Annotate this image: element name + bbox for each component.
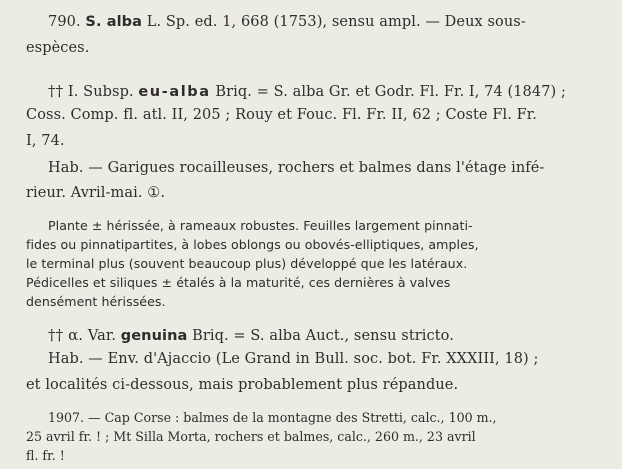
description-line [0, 256, 622, 271]
var-alpha-line-1 [0, 326, 622, 344]
habitat-text-end: rieur. Avril-mai. ①. [26, 185, 166, 201]
description-line [0, 294, 622, 309]
entry-citation-end: espèces. [26, 40, 90, 56]
subsp-1-line-1 [0, 82, 622, 100]
description-text: le terminal plus (souvent beaucoup plus) développé que les latéraux. [26, 256, 468, 271]
variety-label: Var. [87, 328, 117, 344]
entry-citation: L. Sp. ed. 1, 668 (1753), sensu ampl. — Deux sous- [146, 14, 526, 30]
description-text: Pédicelles et siliques ± étalés à la maturité, ces dernières à valves [26, 275, 451, 290]
subsp-label: I. Subsp. [67, 84, 134, 100]
subsp-synonymy: Briq. = S. alba Gr. et Godr. Fl. Fr. I, 74 (1847) ; [215, 84, 566, 100]
subsp-references: Coss. Comp. fl. atl. II, 205 ; Rouy et Fouc. Fl. Fr. II, 62 ; Coste Fl. Fr. [26, 107, 537, 123]
record-text: 1907. — Cap Corse : balmes de la montagne des Stretti, calc., 100 m., [48, 410, 497, 425]
subsp-1-line-3 [0, 133, 622, 149]
description-line [0, 237, 622, 252]
variety-synonymy: Briq. = S. alba Auct., sensu stricto. [192, 328, 454, 344]
description-text: fides ou pinnatipartites, à lobes oblongs ou obovés-elliptiques, amples, [26, 237, 479, 252]
record-text: 25 avril fr. ! ; Mt Silla Morta, rochers et balmes, calc., 260 m., 23 avril [26, 429, 476, 444]
variety-habitat-end: et localités ci-dessous, mais probablement plus répandue. [26, 377, 459, 393]
description-line [0, 275, 622, 290]
subsp-1-habitat-2 [0, 185, 622, 201]
entry-number: 790. [48, 14, 81, 30]
record-text: fl. fr. ! [26, 448, 65, 463]
subsp-references-end: I, 74. [26, 133, 65, 149]
record-line [0, 448, 622, 463]
species-name: S. alba [85, 14, 143, 30]
subsp-name: eu-alba [138, 84, 211, 100]
var-alpha-habitat-1 [0, 351, 622, 367]
entry-790-line-1 [0, 14, 622, 30]
habitat-text: Hab. — Garigues rocailleuses, rochers et balmes dans l'étage infé- [48, 160, 545, 176]
record-line [0, 410, 622, 425]
entry-790-line-2 [0, 40, 622, 56]
description-line [0, 218, 622, 233]
variety-habitat: Hab. — Env. d'Ajaccio (Le Grand in Bull. soc. bot. Fr. XXXIII, 18) ; [48, 351, 539, 367]
var-alpha-habitat-2 [0, 377, 622, 393]
variety-mark: †† α. [48, 326, 84, 344]
subsp-1-habitat-1 [0, 160, 622, 176]
subsp-1-line-2 [0, 107, 622, 123]
record-line [0, 429, 622, 444]
description-text: Plante ± hérissée, à rameaux robustes. Feuilles largement pinnati- [48, 218, 473, 233]
description-text: densément hérissées. [26, 294, 166, 309]
double-dagger-mark: †† [48, 82, 64, 100]
variety-name: genuina [120, 328, 188, 344]
